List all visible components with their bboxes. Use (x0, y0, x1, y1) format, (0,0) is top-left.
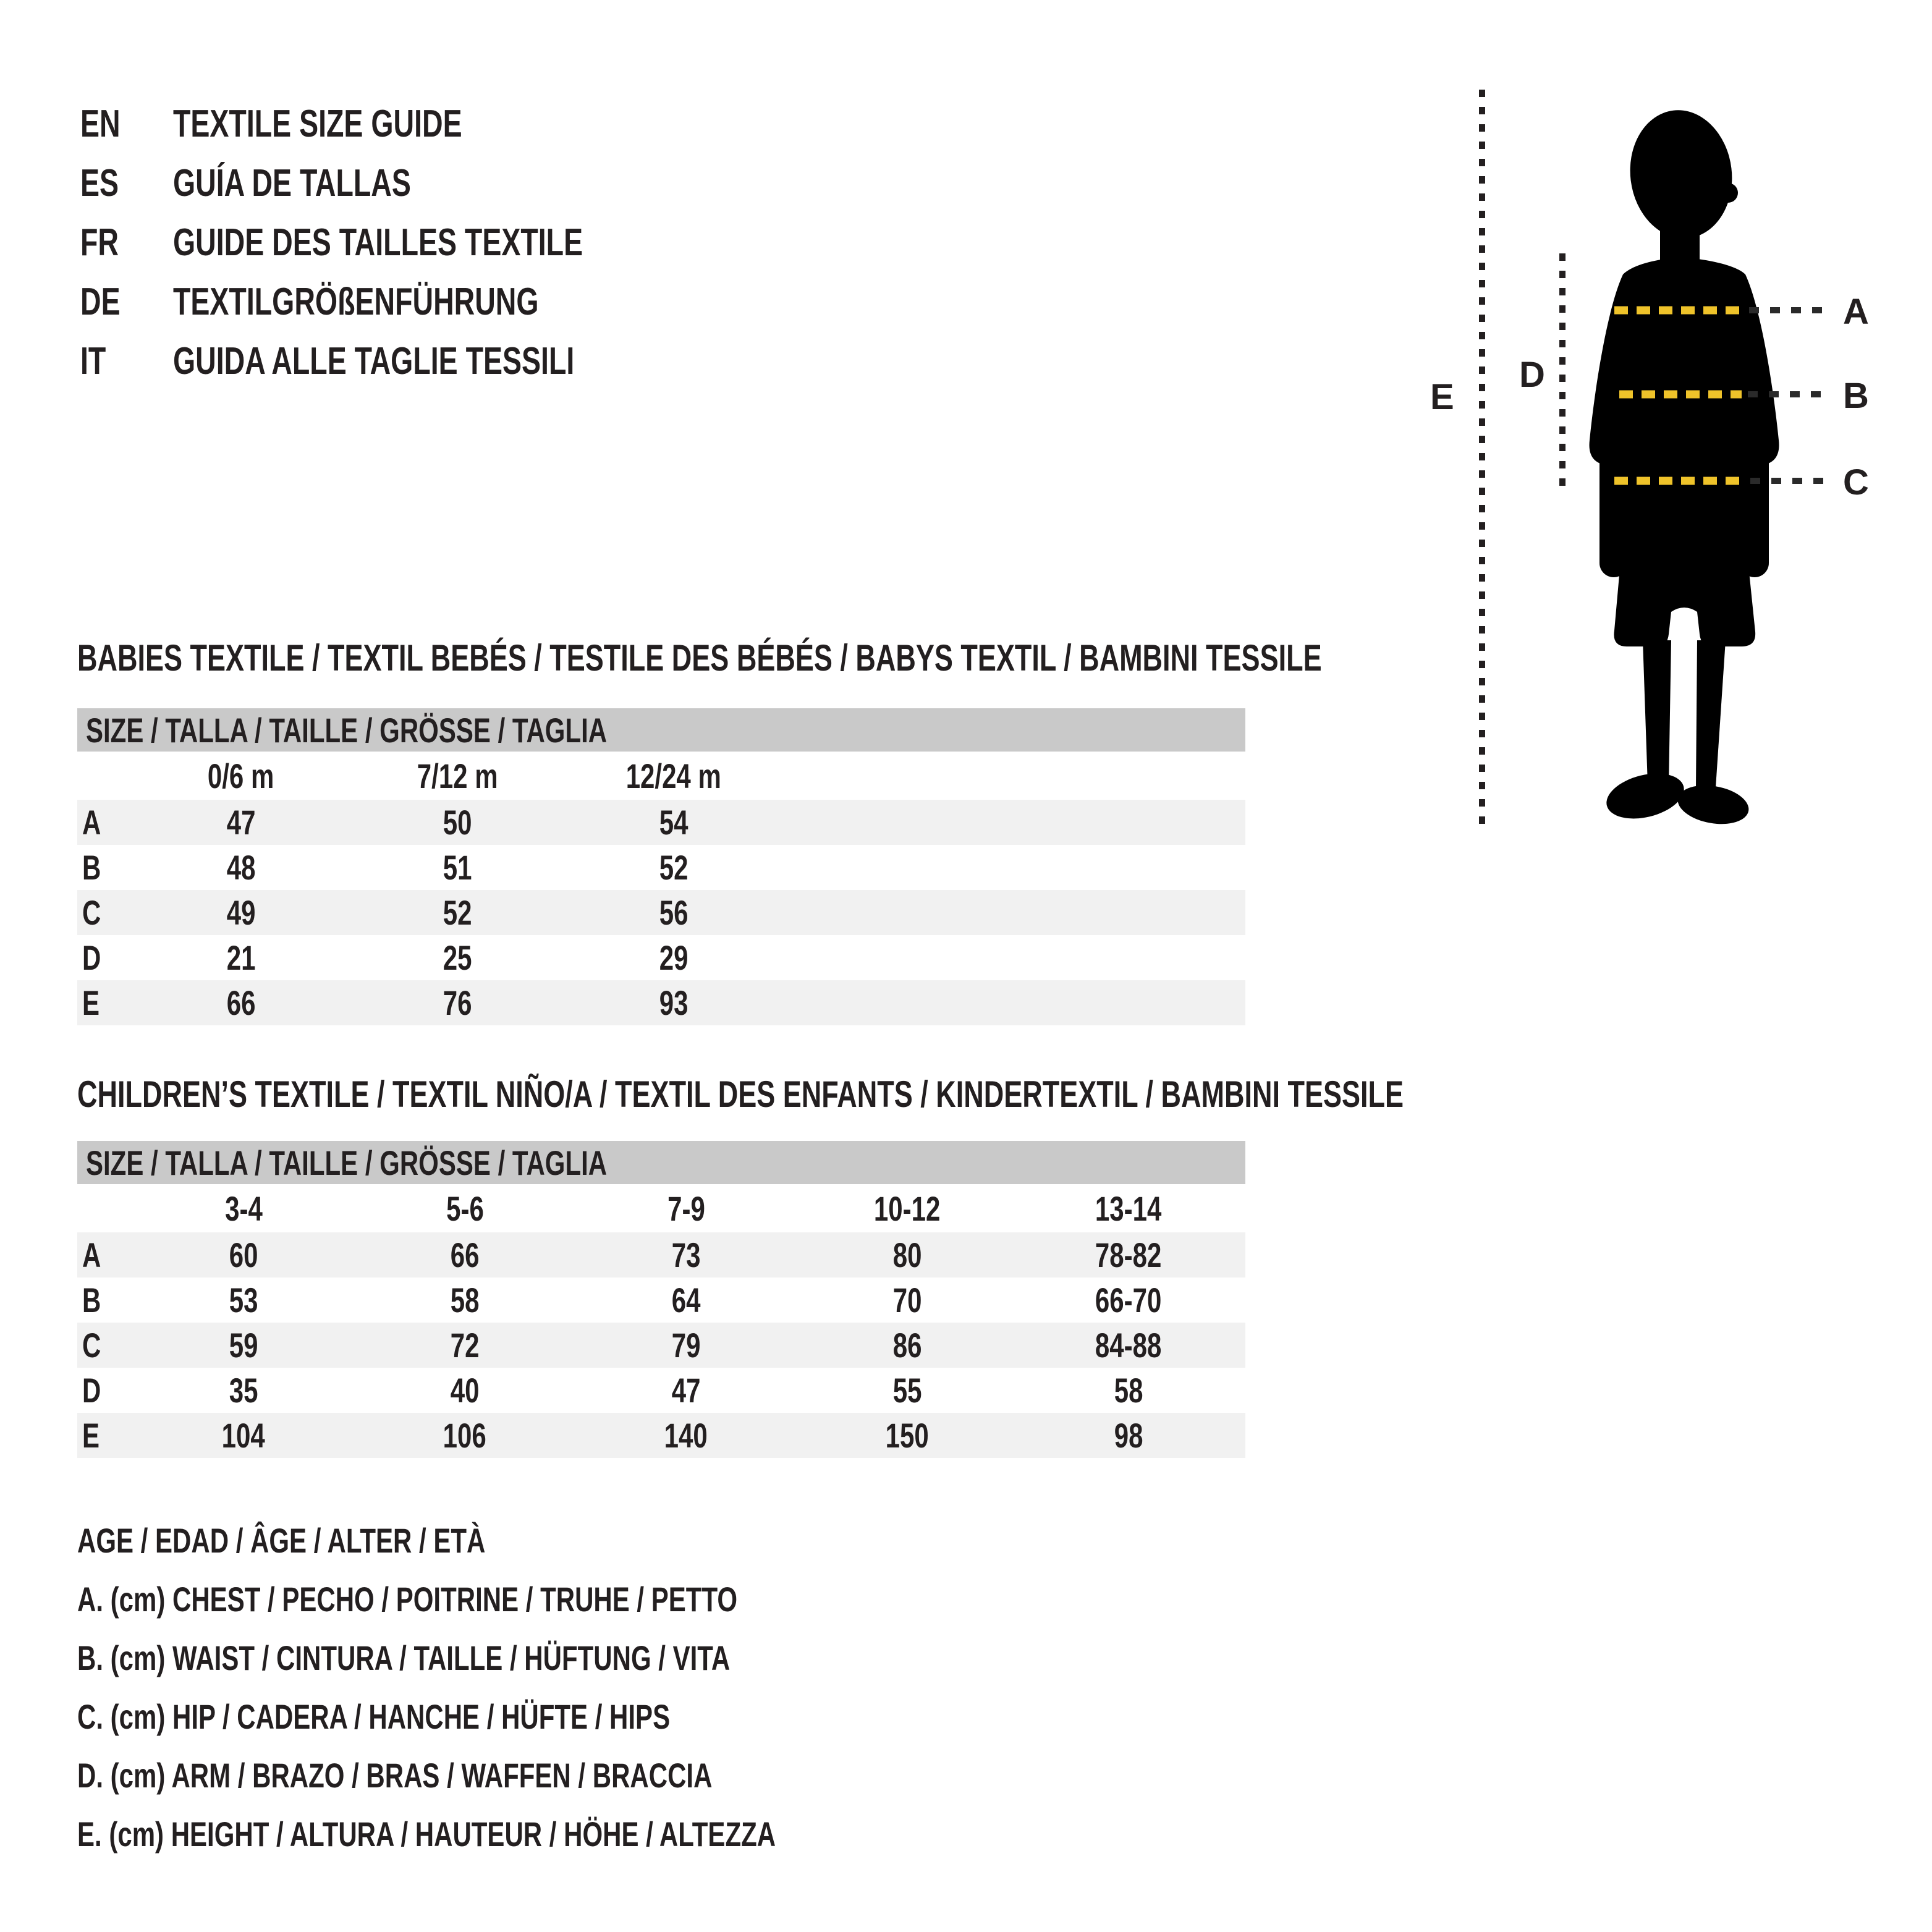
children-column-header-row (77, 1184, 1245, 1232)
table-row (77, 980, 1245, 1025)
table-value: 50 (443, 803, 472, 842)
table-value: 66 (450, 1235, 480, 1274)
language-row-fr (80, 213, 719, 272)
size-header-text: SIZE / TALLA / TAILLE / GRÖSSE / TAGLIA (86, 710, 608, 750)
chest-label: A (1843, 292, 1869, 332)
table-value: 140 (664, 1416, 708, 1455)
table-value: 78-82 (1095, 1235, 1162, 1274)
row-label: D (82, 1371, 101, 1410)
row-label: C (82, 1326, 101, 1365)
language-code: EN (80, 102, 121, 145)
table-value: 25 (443, 938, 472, 977)
column-header: 0/6 m (208, 756, 274, 795)
legend-line-arm: D. (cm) ARM / BRAZO / BRAS / WAFFEN / BRACCIA (77, 1756, 713, 1795)
table-value: 86 (892, 1326, 922, 1365)
table-value: 54 (659, 803, 688, 842)
table-value: 60 (229, 1235, 258, 1274)
table-value: 58 (450, 1281, 480, 1320)
children-size-table (77, 1141, 1245, 1458)
legend-line-chest: A. (cm) CHEST / PECHO / POITRINE / TRUHE / PETTO (77, 1580, 738, 1619)
table-value: 76 (443, 983, 472, 1022)
children-heading-text: CHILDREN’S TEXTILE / TEXTIL NIÑO/A / TEXTIL DES ENFANTS / KINDERTEXTIL / BAMBINI TESSILE (77, 1074, 1404, 1115)
table-value: 58 (1114, 1371, 1143, 1410)
table-value: 56 (659, 893, 688, 932)
table-value: 47 (226, 803, 256, 842)
table-row (77, 1368, 1245, 1413)
table-value: 59 (229, 1326, 258, 1365)
language-title-list (80, 94, 719, 391)
table-value: 150 (885, 1416, 930, 1455)
column-header: 5-6 (446, 1188, 484, 1228)
table-row (77, 935, 1245, 980)
hip-label: C (1843, 462, 1869, 502)
language-title: TEXTILE SIZE GUIDE (173, 102, 462, 145)
legend-line-age: AGE / EDAD / ÂGE / ALTER / ETÀ (77, 1521, 486, 1560)
table-value: 98 (1114, 1416, 1143, 1455)
height-label: E (1430, 377, 1454, 417)
row-label: E (82, 1416, 100, 1455)
table-row (77, 1413, 1245, 1458)
legend-line-waist: B. (cm) WAIST / CINTURA / TAILLE / HÜFTUNG / VITA (77, 1638, 731, 1677)
table-value: 51 (443, 848, 472, 887)
table-value: 53 (229, 1281, 258, 1320)
column-header: 7/12 m (417, 756, 498, 795)
language-title: TEXTILGRÖßENFÜHRUNG (173, 280, 539, 323)
table-value: 84-88 (1095, 1326, 1162, 1365)
table-value: 79 (671, 1326, 701, 1365)
row-label: A (82, 803, 101, 842)
language-code: FR (80, 221, 119, 264)
babies-heading-text: BABIES TEXTILE / TEXTIL BEBÉS / TESTILE DES BÉBÉS / BABYS TEXTIL / BAMBINI TESSILE (77, 637, 1322, 679)
row-label: B (82, 848, 101, 887)
table-row (77, 1232, 1245, 1277)
size-header-text: SIZE / TALLA / TAILLE / GRÖSSE / TAGLIA (86, 1143, 608, 1182)
babies-section-heading (77, 633, 1737, 683)
babies-column-header-row (77, 752, 1245, 800)
measurement-figure (1415, 62, 1932, 865)
language-title: GUÍA DE TALLAS (173, 161, 411, 205)
column-header: 13-14 (1095, 1188, 1162, 1228)
legend-line-height: E. (cm) HEIGHT / ALTURA / HAUTEUR / HÖHE / ALTEZZA (77, 1815, 776, 1854)
children-size-header-bar (77, 1141, 1245, 1184)
babies-size-table (77, 708, 1245, 1025)
table-value: 49 (226, 893, 256, 932)
table-row (77, 1323, 1245, 1368)
table-value: 66-70 (1095, 1281, 1162, 1320)
language-title: GUIDE DES TAILLES TEXTILE (173, 221, 583, 264)
children-section-heading (77, 1070, 1845, 1119)
table-value: 47 (671, 1371, 701, 1410)
language-code: ES (80, 161, 119, 205)
legend-line-hip: C. (cm) HIP / CADERA / HANCHE / HÜFTE / HIPS (77, 1697, 671, 1736)
language-row-en (80, 94, 719, 153)
column-header: 3-4 (224, 1188, 263, 1228)
table-value: 70 (892, 1281, 922, 1320)
row-label: A (82, 1235, 101, 1274)
table-value: 106 (443, 1416, 487, 1455)
child-silhouette-icon (1590, 104, 1779, 829)
row-label: E (82, 983, 100, 1022)
table-row (77, 800, 1245, 845)
language-row-de (80, 272, 719, 331)
language-title: GUIDA ALLE TAGLIE TESSILI (173, 339, 575, 383)
measurement-legend (77, 1511, 1009, 1863)
table-row (77, 845, 1245, 890)
table-row (77, 1277, 1245, 1323)
language-row-it (80, 331, 719, 391)
table-value: 35 (229, 1371, 258, 1410)
column-header: 12/24 m (625, 756, 722, 795)
language-code: DE (80, 280, 121, 323)
column-header: 7-9 (667, 1188, 705, 1228)
table-row (77, 890, 1245, 935)
table-value: 21 (226, 938, 256, 977)
column-header: 10-12 (874, 1188, 941, 1228)
row-label: D (82, 938, 101, 977)
table-value: 55 (892, 1371, 922, 1410)
table-value: 80 (892, 1235, 922, 1274)
table-value: 52 (659, 848, 688, 887)
table-value: 52 (443, 893, 472, 932)
table-value: 104 (221, 1416, 266, 1455)
row-label: B (82, 1281, 101, 1320)
table-value: 29 (659, 938, 688, 977)
table-value: 48 (226, 848, 256, 887)
table-value: 72 (450, 1326, 480, 1365)
table-value: 73 (671, 1235, 701, 1274)
table-value: 64 (671, 1281, 701, 1320)
row-label: C (82, 893, 101, 932)
waist-label: B (1843, 376, 1869, 416)
language-row-es (80, 153, 719, 213)
table-value: 40 (450, 1371, 480, 1410)
table-value: 66 (226, 983, 256, 1022)
table-value: 93 (659, 983, 688, 1022)
arm-label: D (1519, 355, 1545, 395)
language-code: IT (80, 339, 106, 383)
babies-size-header-bar (77, 708, 1245, 752)
